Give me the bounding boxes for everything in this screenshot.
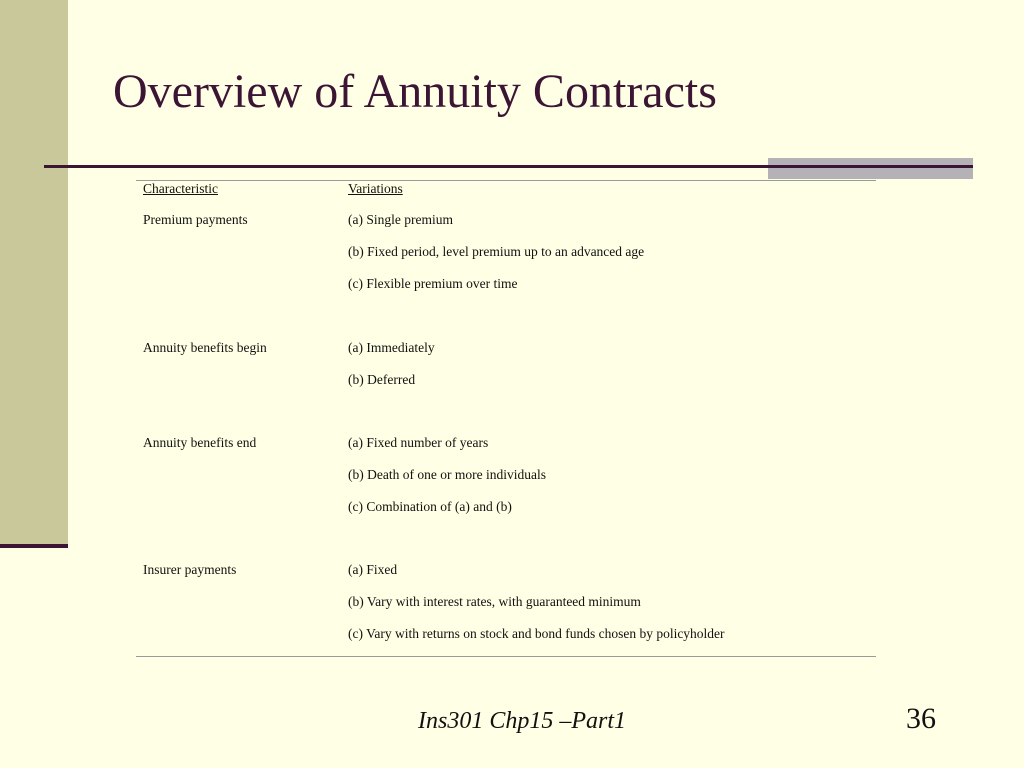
- variation-item: (c) Combination of (a) and (b): [348, 499, 512, 514]
- variation-item: (c) Vary with returns on stock and bond funds chosen by policyholder: [348, 626, 725, 641]
- variation-item: (b) Fixed period, level premium up to an advanced age: [348, 244, 645, 259]
- table-top-rule: [136, 180, 876, 181]
- variation-item: (b) Death of one or more individuals: [348, 467, 546, 482]
- variation-item: (a) Single premium: [348, 212, 453, 227]
- characteristic-premium-payments: Premium payments: [143, 212, 248, 227]
- left-accent-rule: [0, 544, 68, 548]
- variation-item: (a) Fixed number of years: [348, 435, 489, 450]
- table-bottom-rule: [136, 656, 876, 657]
- title-grey-accent-block: [768, 158, 973, 179]
- variation-item: (a) Immediately: [348, 340, 435, 355]
- characteristic-benefits-end: Annuity benefits end: [143, 435, 257, 450]
- title-divider-rule-overlay: [768, 165, 973, 168]
- variation-item: (b) Deferred: [348, 372, 416, 387]
- variation-item: (c) Flexible premium over time: [348, 276, 518, 291]
- characteristic-insurer-payments: Insurer payments: [143, 562, 237, 577]
- characteristic-benefits-begin: Annuity benefits begin: [143, 340, 267, 355]
- variation-item: (b) Vary with interest rates, with guaranteed minimum: [348, 594, 641, 609]
- left-decorative-band: [0, 0, 68, 544]
- slide-footer: Ins301 Chp15 –Part1: [418, 708, 627, 734]
- header-characteristic: Characteristic: [143, 181, 218, 196]
- slide-title: Overview of Annuity Contracts: [113, 65, 717, 118]
- header-variations: Variations: [348, 181, 403, 196]
- variation-item: (a) Fixed: [348, 562, 398, 577]
- page-number: 36: [906, 702, 936, 735]
